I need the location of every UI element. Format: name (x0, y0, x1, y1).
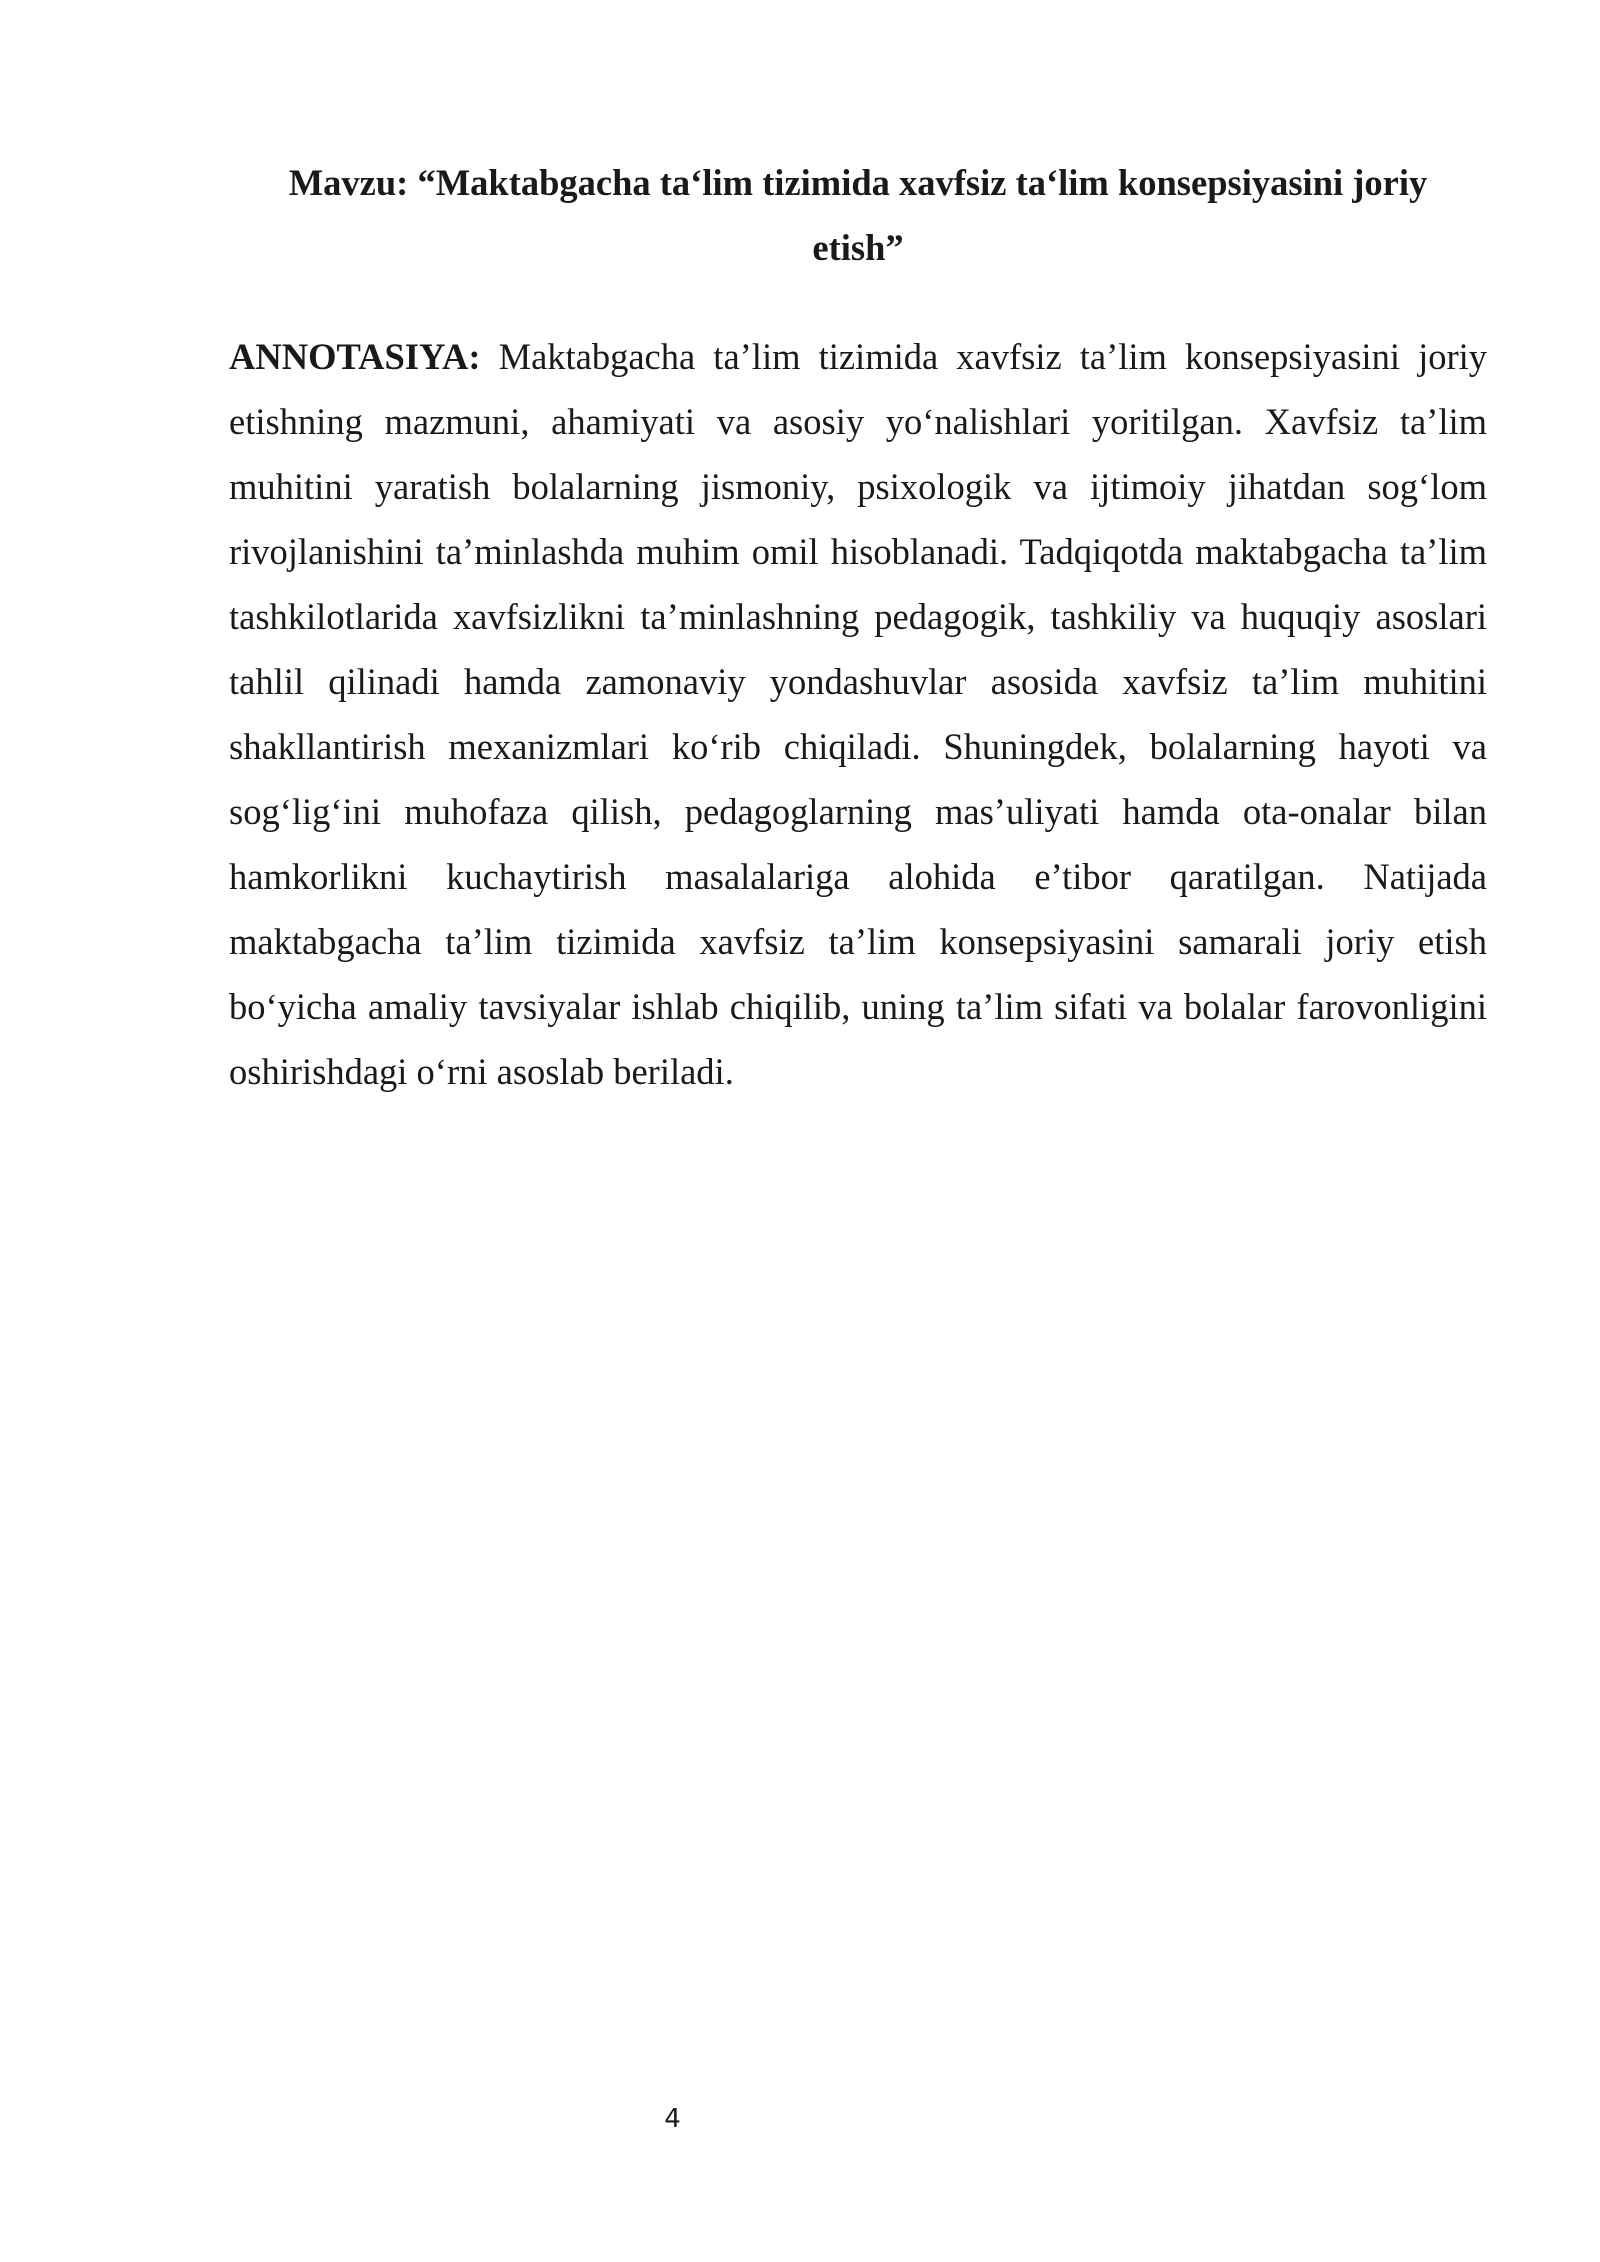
page-content (229, 150, 1487, 1104)
document-title: Mavzu: “Maktabgacha ta‘lim tizimida xavfsiz ta‘lim konsepsiyasini joriy etish” (288, 162, 1428, 268)
annotation-paragraph (229, 324, 1487, 1104)
annotation-text: Maktabgacha ta’lim tizimida xavfsiz ta’lim konsepsiyasini joriy etishning mazmuni, ahamiyati va asosiy yo‘nalishlari yoritilgan. Xavfsiz ta’lim muhitini yaratish bolalarning jismoniy, psixologik va ijtimoiy jihatdan sog‘lom rivojlanishini ta’minlashda muhim omil hisoblanadi. Tadqiqotda maktabgacha ta’lim tashkilotlarida xavfsizlikni ta’minlashning pedagogik, tashkiliy va huquqiy asoslari tahlil qilinadi hamda zamonaviy yondashuvlar asosida xavfsiz ta’lim muhitini shakllantirish mexanizmlari ko‘rib chiqiladi. Shuningdek, bolalarning hayoti va sog‘lig‘ini muhofaza qilish, pedagoglarning mas’uliyati hamda ota-onalar bilan hamkorlikni kuchaytirish masalalariga alohida e’tibor qaratilgan. Natijada maktabgacha ta’lim tizimida xavfsiz ta’lim konsepsiyasini samarali joriy etish bo‘yicha amaliy tavsiyalar ishlab chiqilib, uning ta’lim sifati va bolalar farovonligini oshirishdagi o‘rni asoslab beriladi. (229, 336, 1487, 1092)
page-number: 4 (664, 2104, 681, 2134)
annotation-label: ANNOTASIYA: (229, 336, 481, 377)
